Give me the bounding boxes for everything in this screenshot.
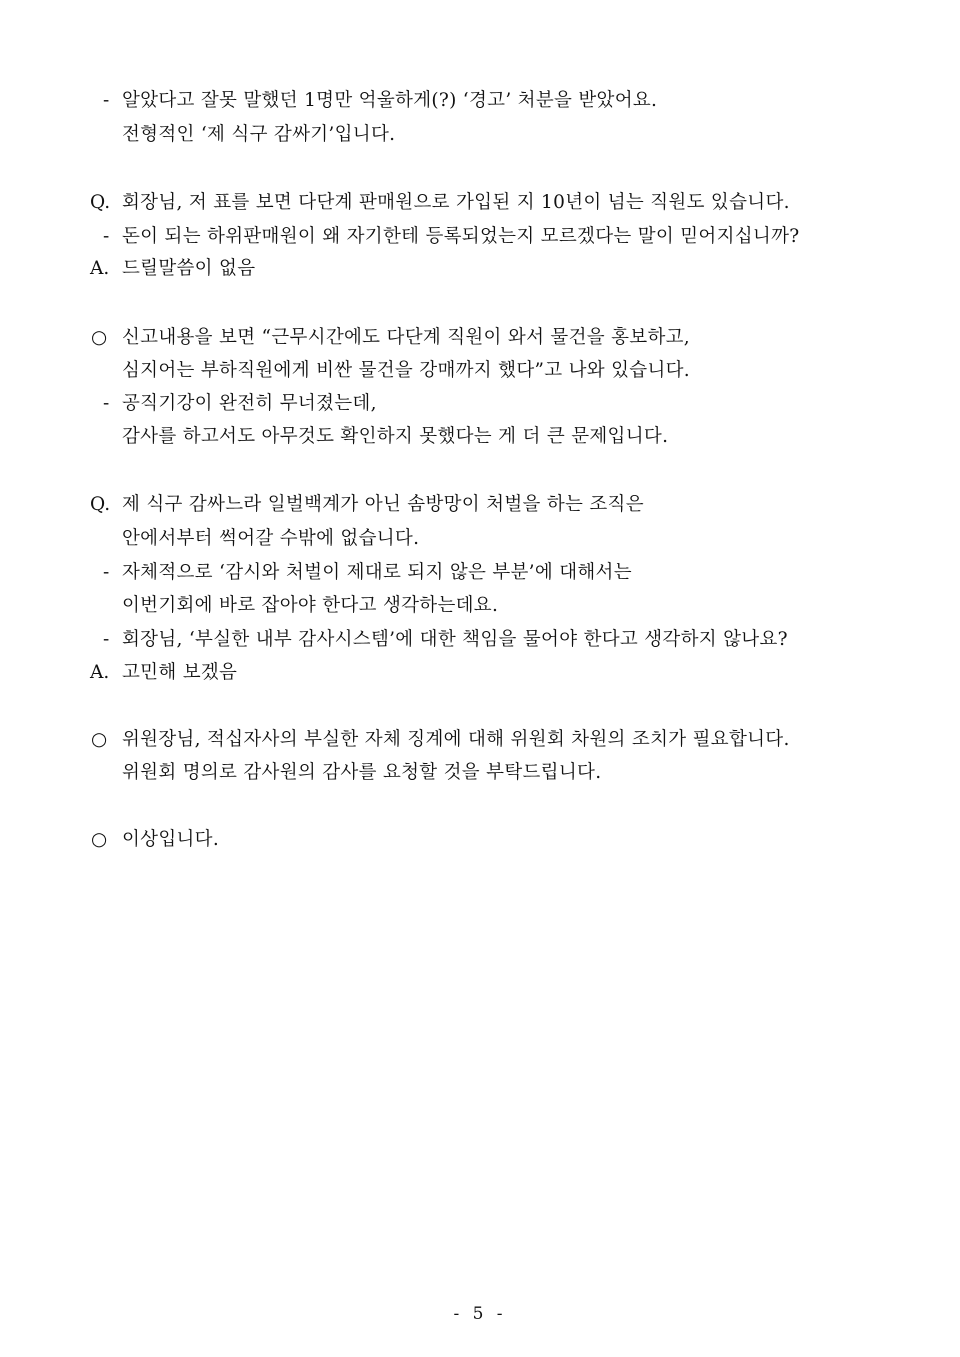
- line-marker: A.: [90, 258, 110, 279]
- line-text: 돈이 되는 하위판매원이 왜 자기한테 등록되었는지 모르겠다는 말이 믿어지십니까?: [122, 226, 800, 247]
- line-text: 알았다고 잘못 말했던 1명만 억울하게(?) ‘경고’ 처분을 받았어요.: [122, 90, 658, 111]
- line-text: 신고내용을 보면 “근무시간에도 다단계 직원이 와서 물건을 홍보하고,: [122, 327, 690, 348]
- line-text: 자체적으로 ‘감시와 처벌이 제대로 되지 않은 부분’에 대해서는: [122, 562, 632, 583]
- line-marker: Q.: [90, 494, 111, 515]
- line-text: 제 식구 감싸느라 일벌백계가 아닌 솜방망이 처벌을 하는 조직은: [122, 494, 644, 515]
- line-text: 공직기강이 완전히 무너졌는데,: [122, 393, 377, 414]
- line-text: 위원장님, 적십자사의 부실한 자체 징계에 대해 위원회 차원의 조치가 필요합니다.: [122, 729, 790, 750]
- page-number: - 5 -: [453, 1304, 507, 1324]
- line-marker: -: [103, 562, 110, 583]
- line-marker: Q.: [90, 192, 111, 213]
- line-text: 전형적인 ‘제 식구 감싸기’입니다.: [122, 124, 396, 145]
- line-marker: ○: [91, 829, 108, 850]
- line-marker: -: [103, 226, 110, 247]
- line-text: 이상입니다.: [122, 829, 220, 850]
- line-marker: ○: [91, 729, 108, 750]
- line-text: 안에서부터 썩어갈 수밖에 없습니다.: [122, 528, 420, 549]
- line-text: 심지어는 부하직원에게 비싼 물건을 강매까지 했다”고 나와 있습니다.: [122, 360, 690, 381]
- line-text: 드릴말씀이 없음: [122, 258, 256, 279]
- line-marker: -: [103, 90, 110, 111]
- line-marker: -: [103, 393, 110, 414]
- line-marker: A.: [90, 662, 110, 683]
- line-marker: ○: [91, 327, 108, 348]
- line-marker: -: [103, 629, 110, 650]
- line-text: 고민해 보겠음: [122, 662, 238, 683]
- line-text: 위원회 명의로 감사원의 감사를 요청할 것을 부탁드립니다.: [122, 762, 602, 783]
- line-text: 회장님, ‘부실한 내부 감사시스템’에 대한 책임을 물어야 한다고 생각하지 않나요?: [122, 629, 788, 650]
- line-text: 회장님, 저 표를 보면 다단계 판매원으로 가입된 지 10년이 넘는 직원도 있습니다.: [122, 192, 790, 213]
- line-text: 이번기회에 바로 잡아야 한다고 생각하는데요.: [122, 595, 499, 616]
- line-text: 감사를 하고서도 아무것도 확인하지 못했다는 게 더 큰 문제입니다.: [122, 426, 669, 447]
